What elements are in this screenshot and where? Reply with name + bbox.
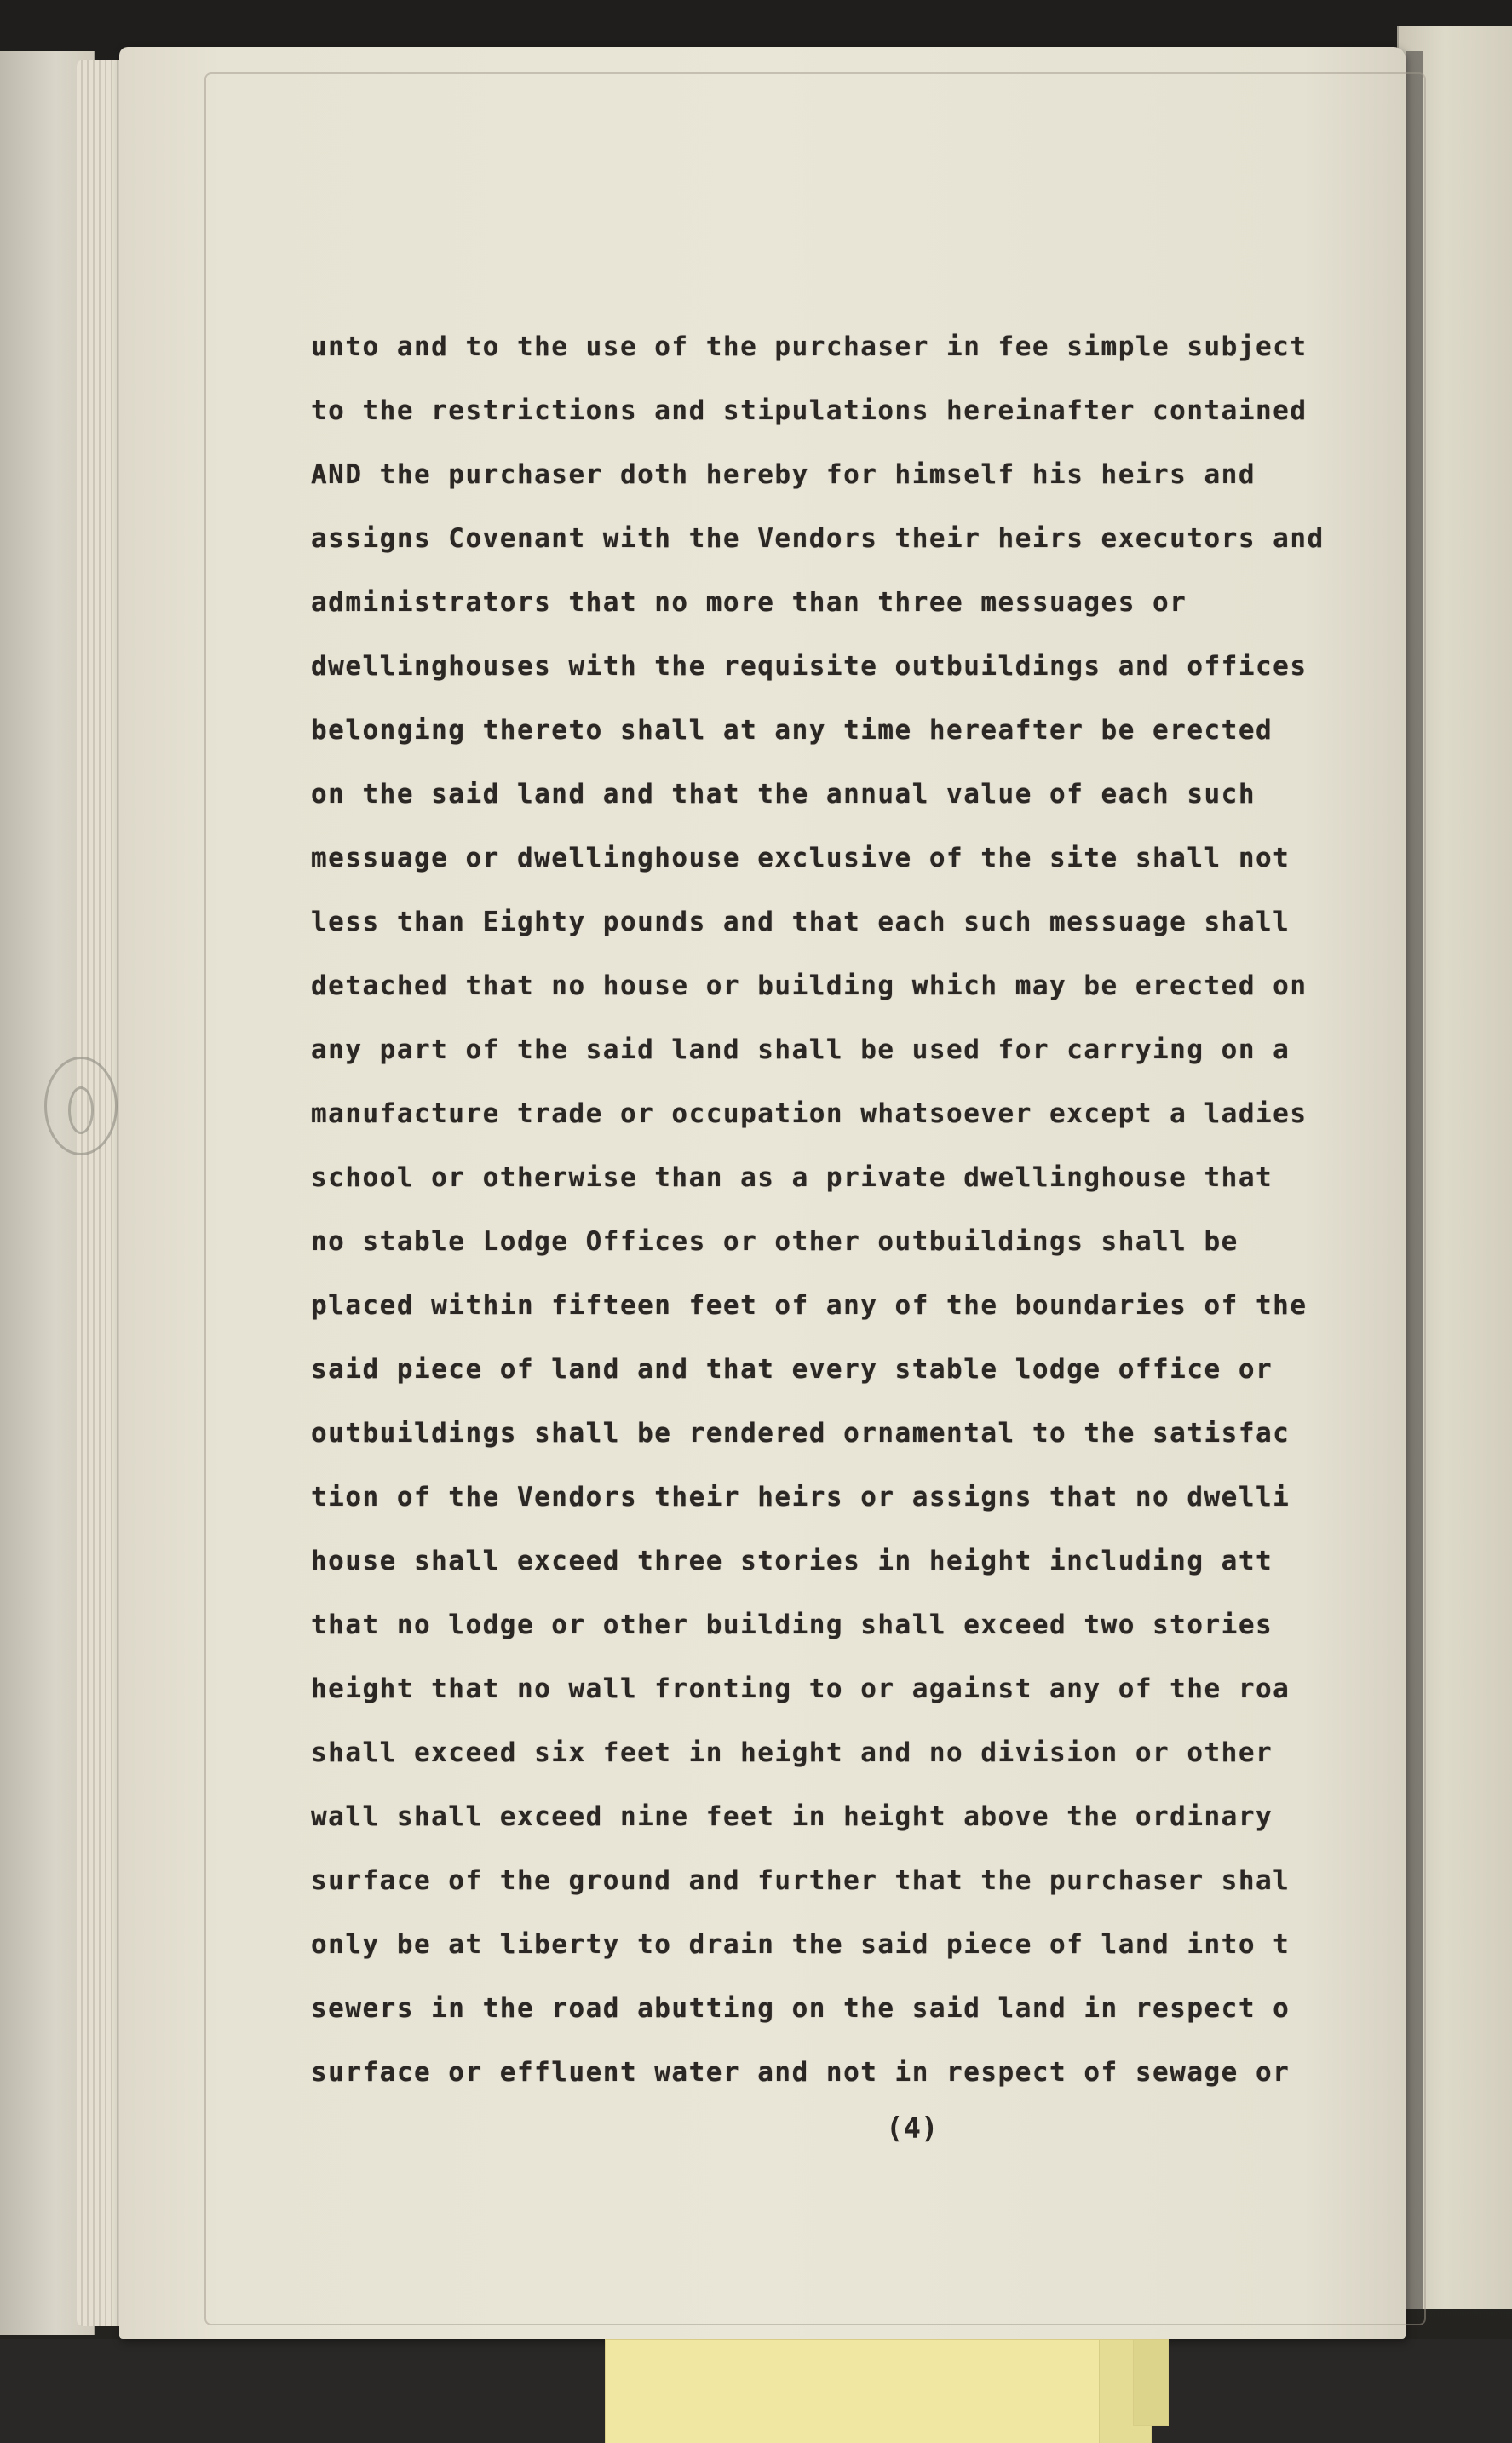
text-line: less than Eighty pounds and that each such messuage shall [311, 907, 1291, 937]
text-line: that no lodge or other building shall exceed two stories [311, 1610, 1273, 1640]
text-line: tion of the Vendors their heirs or assigns that no dwelli [311, 1482, 1291, 1512]
text-line: AND the purchaser doth hereby for himself his heirs and [311, 459, 1256, 490]
text-line: height that no wall fronting to or against any of the roa [311, 1674, 1291, 1704]
text-line: shall exceed six feet in height and no division or other [311, 1737, 1273, 1768]
text-line: to the restrictions and stipulations hereinafter contained [311, 395, 1308, 426]
text-line: school or otherwise than as a private dwellinghouse that [311, 1162, 1273, 1193]
text-line: manufacture trade or occupation whatsoever except a ladies [311, 1098, 1308, 1129]
paper-slip [1133, 2339, 1169, 2426]
text-line: assigns Covenant with the Vendors their heirs executors and [311, 523, 1325, 554]
text-line: administrators that no more than three messuages or [311, 587, 1187, 618]
text-line: placed within fifteen feet of any of the boundaries of the [311, 1290, 1308, 1321]
library-stamp-inner-mark [68, 1086, 94, 1134]
text-line: said piece of land and that every stable lodge office or [311, 1354, 1273, 1385]
text-line: messuage or dwellinghouse exclusive of the site shall not [311, 843, 1291, 873]
text-line: dwellinghouses with the requisite outbuildings and offices [311, 651, 1308, 682]
text-line: house shall exceed three stories in height including att [311, 1546, 1273, 1576]
text-line: sewers in the road abutting on the said land in respect o [311, 1993, 1291, 2024]
text-line: any part of the said land shall be used for carrying on a [311, 1034, 1291, 1065]
paper-slip [605, 2339, 1118, 2443]
text-line: surface or effluent water and not in respect of sewage or [311, 2057, 1291, 2088]
text-line: on the said land and that the annual value of each such [311, 779, 1256, 810]
text-line: outbuildings shall be rendered ornamental to the satisfac [311, 1418, 1291, 1449]
text-line: surface of the ground and further that the purchaser shal [311, 1865, 1291, 1896]
text-line: wall shall exceed nine feet in height above the ordinary [311, 1801, 1273, 1832]
text-line: belonging thereto shall at any time hereafter be erected [311, 715, 1273, 746]
text-line: no stable Lodge Offices or other outbuildings shall be [311, 1226, 1239, 1257]
page-number: (4) [886, 2112, 939, 2146]
background-top [0, 0, 1512, 51]
typed-text-block [311, 315, 1410, 2139]
text-line: only be at liberty to drain the said piece of land into t [311, 1929, 1291, 1960]
text-line: unto and to the use of the purchaser in fee simple subject [311, 331, 1308, 362]
text-line: detached that no house or building which may be erected on [311, 971, 1308, 1001]
